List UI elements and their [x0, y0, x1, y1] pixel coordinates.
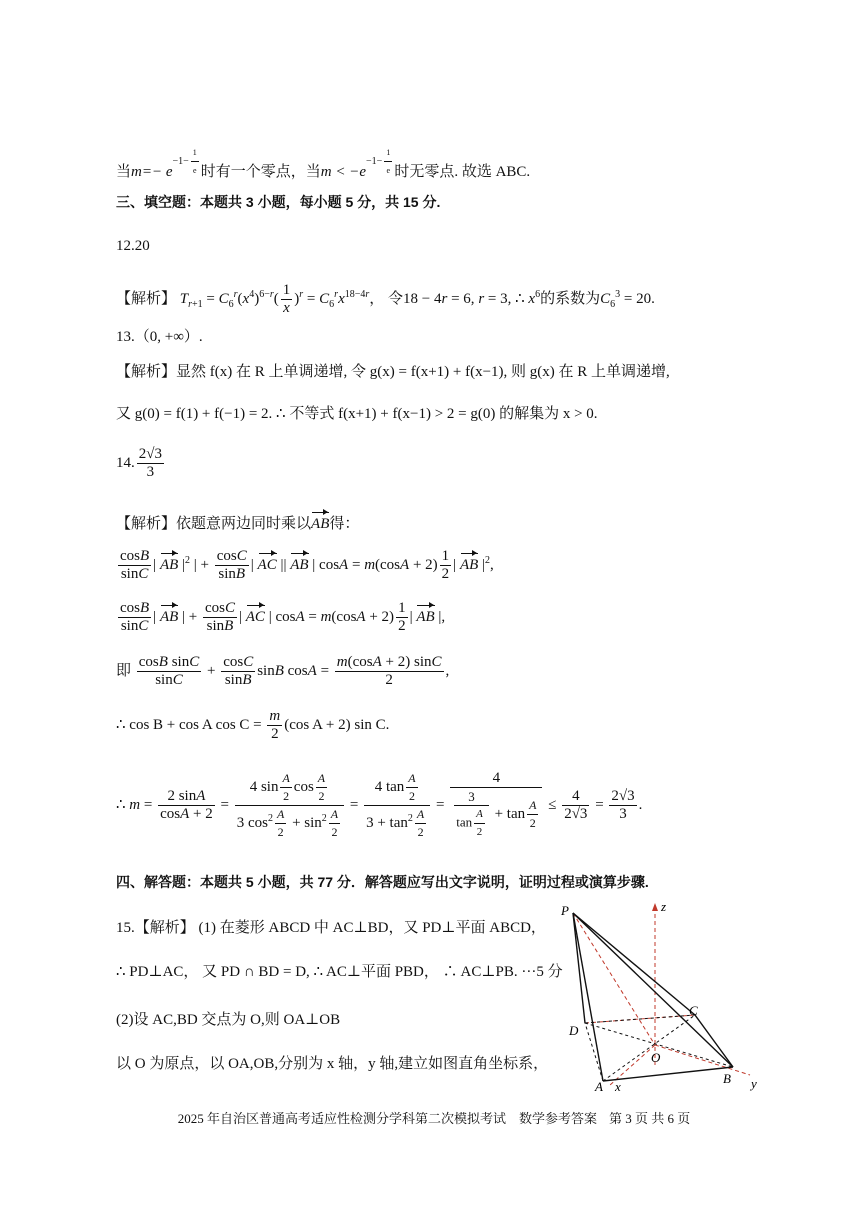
- q14-therefore: ∴ cos B + cos A cos C =: [116, 716, 266, 733]
- footer-page: 第 3 页 共 6 页: [609, 1111, 691, 1126]
- q14-intro-vec: AB: [311, 516, 330, 532]
- edge-pc: [573, 913, 695, 1015]
- q14-therefore-end: (cos A + 2) sin C.: [284, 716, 390, 733]
- intro-middle: 时有一个零点，当: [200, 163, 321, 180]
- section4-heading: 四、解答题：本题共 5 小题，共 77 分．解答题应写出文字说明，证明过程或演算步骤.: [116, 874, 649, 890]
- q14-eq2: $\frac{\cos B}{\sin C}$ | AB | + $\frac{\cos C}{\sin B}$ | AC | cosA = m(cosA + 2) $\frac{1}{2}$ | AB |,: [120, 600, 446, 634]
- q15-line1: [116, 918, 546, 938]
- q14-eq1: $\frac{\cos B}{\sin C}$ | AB $|^2$ | + $\frac{\cos C}{\sin B}$ | AC || AB | cosA = m(cosA + 2) $\frac{1}{2}$ | AB $|^2$,: [120, 548, 494, 582]
- label-y: y: [751, 1076, 757, 1091]
- q14-answer: [116, 446, 166, 481]
- q12-solution: [116, 282, 655, 317]
- label-p: P: [561, 903, 569, 918]
- q14-intro: [116, 514, 359, 534]
- q14-label: 14.: [116, 454, 135, 471]
- q12-tag: 【解析】: [116, 290, 177, 307]
- intro-exponent: −1− 1 e: [173, 156, 201, 167]
- q12-formula-render: $T_{r+1} = C_6^r(x^4)^{6-r}$( $\frac{1}{x}$ )$^r = C_6^rx^{18-4r}$， 令18 − 4r = 6, r = 3, ∴ $x^6$的系数为$C_6^3 = 20$.: [179, 282, 655, 316]
- label-d: D: [569, 1023, 579, 1038]
- q13-line2: 又 g(0) = f(1) + f(−1) = 2. ∴ 不等式 f(x+1) + f(x−1) > 2 = g(0) 的解集为 x > 0.: [116, 406, 598, 422]
- label-x: x: [615, 1079, 621, 1094]
- pyramid-figure: [555, 895, 775, 1095]
- q14-intro-text: 依题意两边同时乘以: [176, 516, 312, 532]
- label-o: O: [651, 1050, 661, 1065]
- q13-tag: 【解析】: [116, 364, 177, 380]
- q14-intro-end: 得：: [329, 516, 360, 532]
- q13-answer: 13.（0, +∞）.: [116, 329, 203, 345]
- section3-heading: 三、填空题：本题共 3 小题，每小题 5 分，共 15 分.: [116, 194, 441, 210]
- q15-label: 15.【解析】: [116, 920, 195, 936]
- label-c: C: [689, 1003, 698, 1018]
- z-arrow: [652, 903, 658, 911]
- label-a: A: [595, 1079, 603, 1094]
- intro-exponent-2: −1− 1 e: [366, 156, 394, 167]
- q15-text1: (1) 在菱形 ABCD 中 AC⊥BD，又 PD⊥平面 ABCD，: [198, 920, 546, 936]
- diag-ac: [603, 1015, 695, 1081]
- edge-bc: [695, 1015, 733, 1067]
- q15-line2: ∴ PD⊥AC， 又 PD ∩ BD = D, ∴ AC⊥平面 PBD， ∴ AC⊥PB. ···5 分: [116, 964, 563, 980]
- q13-line1: [116, 362, 670, 382]
- q14-eq4: ∴ cos B + cos A cos C = $\frac{m}{2}$ (cos A + 2) sin C.: [116, 708, 390, 742]
- q13-text1: 显然 f(x) 在 R 上单调递增, 令 g(x) = f(x+1) + f(x−1), 则 g(x) 在 R 上单调递增,: [176, 364, 670, 380]
- intro-m-eq: m=− e: [131, 163, 173, 180]
- footer-title: 2025 年自治区普通高考适应性检测分学科第二次模拟考试 数学参考答案: [177, 1111, 597, 1126]
- q15-line4: 以 O 为原点，以 OA,OB,分别为 x 轴，y 轴,建立如图直角坐标系，: [116, 1056, 549, 1072]
- q12-answer: 12.20: [116, 238, 150, 254]
- q15-line3: (2)设 AC,BD 交点为 O,则 OA⊥OB: [116, 1012, 341, 1028]
- q14-ans-den: 3: [146, 464, 155, 480]
- q14-tag: 【解析】: [116, 516, 177, 532]
- q14-eq3: 即 $\frac{\text{cosB sinC}}{\sin C}$ + $\frac{\cos C}{\sin B}$ sinB cosA = $\frac{m(\cos A + 2) \sin C}{2}$ ,: [116, 654, 450, 688]
- intro-m-lt: m < −e: [320, 163, 367, 180]
- page-footer: [0, 1108, 868, 1127]
- intro-line: [116, 150, 530, 185]
- intro-suffix: 时无零点. 故选 ABC.: [394, 163, 531, 180]
- q14-ans-num: 2√3: [138, 446, 162, 462]
- q14-eq5: ∴ m = $\frac{2 \sin A}{\cos A + 2}$ = 4 sin $\frac{A}{2}$ cos $\frac{A}{2}$ 3 $\cos^2$ $\frac{A}{2}$ + $\sin^2$ $\frac{A}{2}$ = 4 tan $\frac{A}{2}$ $3 + \tan^2$ $\frac{A}{2}$ = 4 3 tan $\frac{A}{2}$ + tan $\frac{A}{2}$ ≤ $\frac{4}{2√3}$ = $\frac{2√3}{3}$ .: [116, 770, 643, 839]
- intro-prefix: 当: [116, 163, 132, 180]
- q14-ji: 即: [116, 662, 132, 679]
- label-b: B: [723, 1071, 731, 1086]
- label-z: z: [661, 899, 667, 914]
